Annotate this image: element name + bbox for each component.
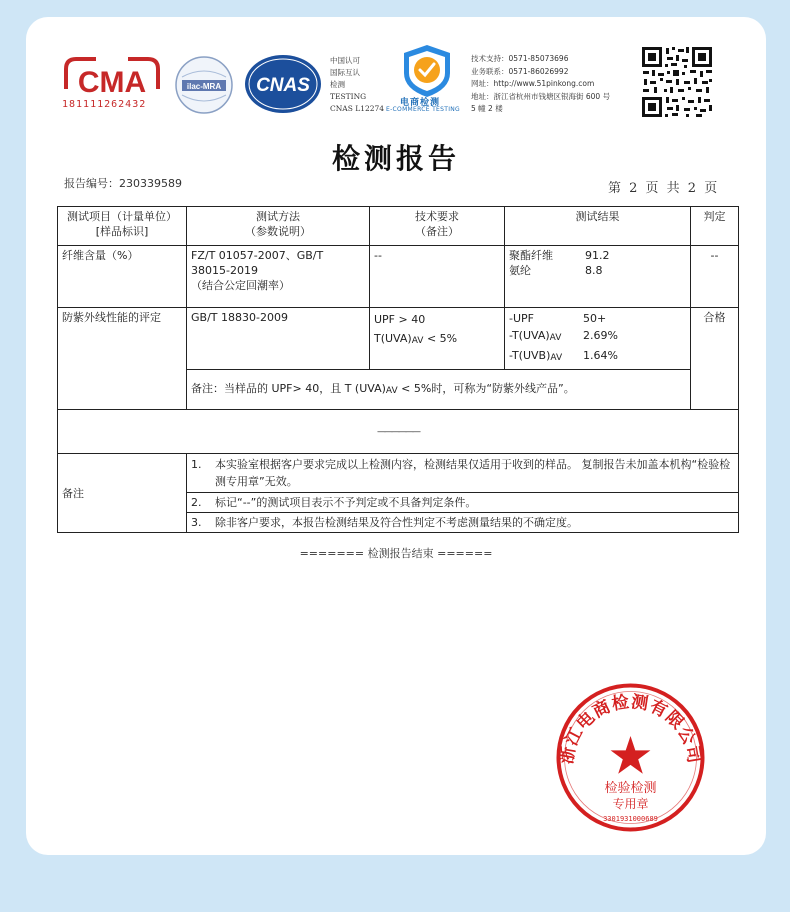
remark-text: 除非客户要求，本报告检测结果及符合性判定不考虑测量结果的不确定度。 <box>215 516 578 529</box>
result-name: 聚酯纤维 <box>509 249 553 262</box>
cnas-line: 国际互认 <box>330 68 360 77</box>
row-item: 纤维含量（%） <box>58 246 187 308</box>
qr-code[interactable] <box>640 45 714 119</box>
report-number-value: 230339589 <box>119 177 182 190</box>
result-value: 8.8 <box>585 264 603 277</box>
cma-logo-text: CMA <box>77 66 147 99</box>
header-item: 测试项目（计量单位） [样品标识] <box>58 207 187 246</box>
row-judgment: 合格 <box>691 308 739 410</box>
contact-line: 地址：浙江省杭州市钱塘区银海街 600 号 <box>471 91 611 101</box>
uv-note: 备注：当样品的 UPF> 40，且 T (UVA)AV < 5%时，可称为“防紫外线产品”。 <box>187 370 691 410</box>
header-method: 测试方法 （参数说明） <box>187 207 370 246</box>
remark-text: 标记“--”的测试项目表示不予判定或不具备判定条件。 <box>215 496 477 509</box>
remark-text: 本实验室根据客户要求完成以上检测内容，检测结果仅适用于收到的样品。 复制报告未加盖本机构“检验检测专用章”无效。 <box>215 458 731 488</box>
row-requirement: UPF > 40 T(UVA)AV < 5% <box>370 308 505 370</box>
cnas-accreditation-text <box>330 55 384 115</box>
row-item: 防紫外线性能的评定 <box>58 308 187 410</box>
cnas-logo-text: CNAS <box>256 75 310 96</box>
blank-row: —————— <box>58 410 739 454</box>
row-method: FZ/T 01057-2007、GB/T 38015-2019 （结合公定回潮率） <box>187 246 370 308</box>
contact-line: 业务联系：0571-86026992 <box>471 66 569 76</box>
seal-center-line1: 检验检测 <box>604 781 657 796</box>
cnas-line: CNAS L12274 <box>330 104 385 113</box>
page-indicator: 第 2 页 共 2 页 <box>608 181 720 196</box>
remarks-content: 1. 本实验室根据客户要求完成以上检测内容，检测结果仅适用于收到的样品。 复制报告未加盖本机构“检验检测专用章”无效。 2. 标记“--”的测试项目表示不予判定或不具备判定条件。 3. 除非客户要求，本报告检测结果及符合性判定不考虑测量结果的不确定度。 <box>187 454 739 533</box>
row-judgment: -- <box>691 246 739 308</box>
official-seal <box>553 680 708 835</box>
table-row-remarks <box>58 454 739 533</box>
contact-line: 技术支持：0571-85073696 <box>471 54 569 63</box>
cnas-logo <box>243 53 323 115</box>
report-card <box>26 17 766 855</box>
cnas-line: 中国认可 <box>330 56 360 65</box>
ecommerce-testing-en: E-COMMERCE TESTING <box>386 106 461 113</box>
cma-number: 181111262432 <box>62 99 147 110</box>
ilac-logo-text: ilac-MRA <box>186 82 222 91</box>
cnas-line: TESTING <box>330 92 367 101</box>
contact-info <box>471 53 610 116</box>
row-result <box>505 246 691 308</box>
seal-ring-text: 浙江电商检测有限公司 <box>557 692 704 766</box>
result-value: 91.2 <box>585 249 610 262</box>
cnas-line: 检测 <box>330 80 345 89</box>
header-judgment: 判定 <box>691 207 739 246</box>
ecommerce-testing-cn: 电商检测 <box>400 98 441 108</box>
table-row-fiber <box>58 246 739 308</box>
contact-line: 5 幢 2 楼 <box>471 104 503 113</box>
seal-number: 3301931000689 <box>603 815 658 823</box>
row-method: GB/T 18830-2009 <box>187 308 370 370</box>
row-result: -UPF 50+ -T(UVA)AV 2.69% -T(UVB)AV 1.64% <box>505 308 691 370</box>
contact-line: 网址：http://www.51pinkong.com <box>471 79 595 88</box>
result-name: 氨纶 <box>509 264 531 277</box>
document-title: 检测报告 <box>331 142 460 175</box>
row-requirement: -- <box>370 246 505 308</box>
seal-center-line2: 专用章 <box>612 797 649 811</box>
remarks-label: 备注 <box>58 454 187 533</box>
header-requirement: 技术要求 （备注） <box>370 207 505 246</box>
header-result: 测试结果 <box>505 207 691 246</box>
report-end-marker: ======= 检测报告结束 ====== <box>299 547 493 560</box>
report-number <box>64 175 182 191</box>
table-row-uv <box>58 308 739 370</box>
ilac-mra-logo <box>174 55 234 115</box>
certification-header <box>26 17 766 127</box>
table-header-row <box>58 207 739 246</box>
report-number-label: 报告编号： <box>64 177 119 190</box>
table-row-blank <box>58 410 739 454</box>
results-table <box>57 206 739 533</box>
